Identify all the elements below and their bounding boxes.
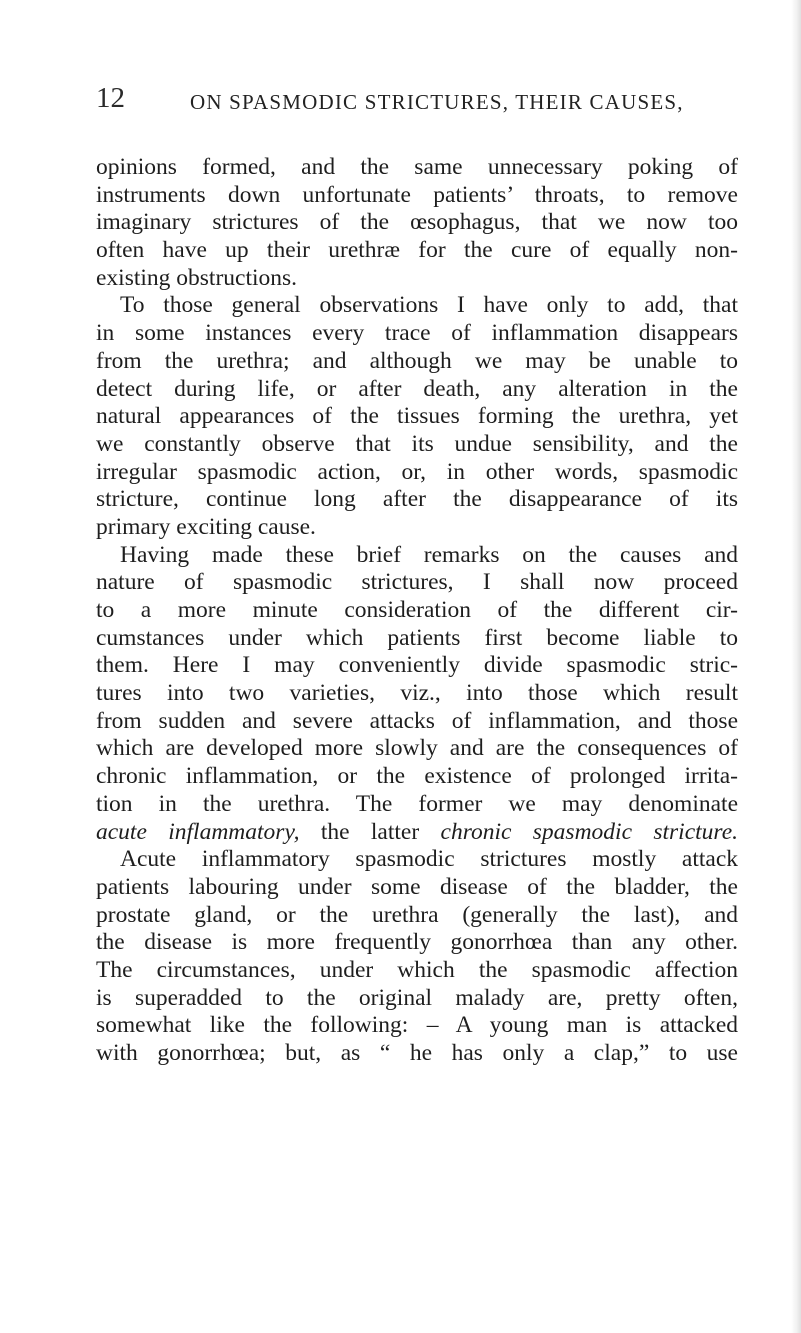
page-number: 12 (96, 82, 125, 114)
running-head-title: ON SPASMODIC STRICTURES, THEIR CAUSES, (190, 90, 684, 114)
text-line: we constantly observe that its undue sensibility, and the (96, 430, 738, 457)
text-line: stricture, continue long after the disappearance of its (96, 486, 738, 513)
paragraph-start-line: To those general observations I have only to add, that (120, 292, 738, 319)
text-line: somewhat like the following: – A young man is attacked (96, 1012, 738, 1039)
body-text (96, 154, 738, 1068)
text-line: nature of spasmodic strictures, I shall now proceed (96, 569, 738, 596)
italic-term-chronic: chronic spasmodic stricture. (440, 818, 738, 845)
text-line: the disease is more frequently gonorrhœa than any other. (96, 929, 738, 956)
italic-term-acute: acute inflammatory, (96, 818, 300, 845)
text-line: is superadded to the original malady are, pretty often, (96, 984, 738, 1011)
text-line: patients labouring under some disease of the bladder, the (96, 873, 738, 900)
page-edge-shadow (791, 0, 801, 1333)
text-line: The circumstances, under which the spasmodic affection (96, 956, 738, 983)
text-line: irregular spasmodic action, or, in other words, spasmodic (96, 458, 738, 485)
text-line: primary exciting cause. (96, 513, 316, 540)
text-line-mixed (96, 819, 738, 847)
text-line: opinions formed, and the same unnecessary poking of (96, 154, 738, 180)
text-line: chronic inflammation, or the existence of prolonged irrita- (96, 763, 738, 790)
text-line: existing obstructions. (96, 264, 298, 291)
text-line: with gonorrhœa; but, as “ he has only a clap,” to use (96, 1040, 738, 1066)
text-line: from sudden and severe attacks of inflammation, and those (96, 707, 738, 734)
text-line: to a more minute consideration of the different cir- (96, 597, 738, 623)
text-line: natural appearances of the tissues forming the urethra, yet (96, 403, 738, 430)
text-line: imaginary strictures of the œsophagus, that we now too (96, 209, 738, 236)
text-line: instruments down unfortunate patients’ throats, to remove (96, 181, 738, 208)
running-head (96, 78, 716, 118)
text-line: prostate gland, or the urethra (generally the last), and (96, 901, 738, 928)
paragraph-start-line: Acute inflammatory spasmodic strictures mostly attack (120, 846, 738, 873)
text-line: them. Here I may conveniently divide spasmodic stric- (96, 652, 738, 679)
plain-text-segment: the latter (299, 818, 441, 845)
text-line: tures into two varieties, viz., into those which result (96, 680, 738, 707)
text-line: from the urethra; and although we may be unable to (96, 347, 738, 374)
text-line: in some instances every trace of inflammation disappears (96, 320, 738, 347)
text-line: tion in the urethra. The former we may denominate (96, 790, 738, 817)
paragraph-start-line: Having made these brief remarks on the causes and (120, 541, 738, 568)
text-line: cumstances under which patients first become liable to (96, 624, 738, 651)
text-line: which are developed more slowly and are the consequences of (96, 735, 738, 762)
text-line: often have up their urethræ for the cure of equally non- (96, 237, 738, 264)
text-line: detect during life, or after death, any alteration in the (96, 375, 738, 402)
